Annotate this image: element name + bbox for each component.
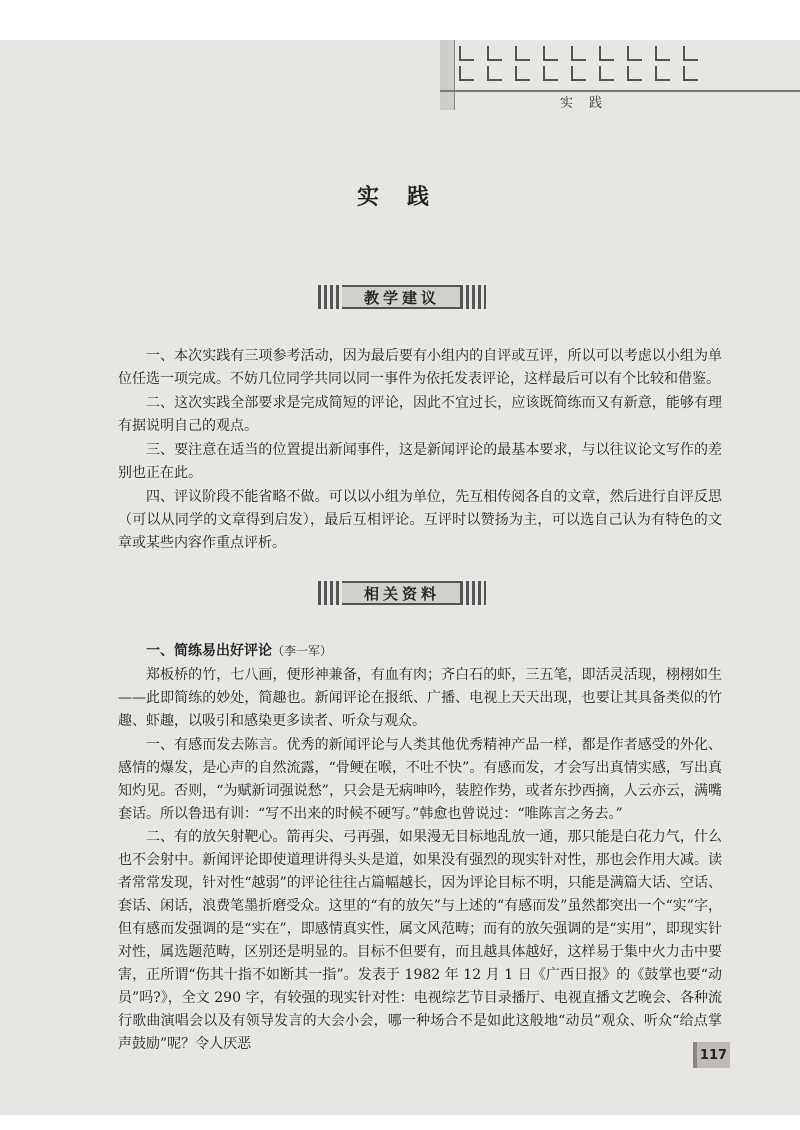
header-rule (440, 90, 800, 92)
paragraph: 一、有感而发去陈言。优秀的新闻评论与人类其他优秀精神产品一样，都是作者感受的外化、感情的爆发，是心声的自然流露，“骨鲠在喉，不吐不快”。有感而发，才会写出真情实感，写出真知灼见。否则，“为赋新词强说愁”，只会是无病呻吟，装腔作势，或者东抄西摘，人云亦云，满嘴套话。所以鲁迅有训：“写不出来的时候不硬写。”韩愈也曾说过：“唯陈言之务去。” (118, 737, 722, 822)
banner-bars-left (318, 581, 344, 605)
paragraph: 二、有的放矢射靶心。箭再尖、弓再强，如果漫无目标地乱放一通，那只能是白花力气，什么也不会射中。新闻评论即使道理讲得头头是道，如果没有强烈的现实针对性，那也会作用大减。读者常常发现，针对性“越弱”的评论往往占篇幅越长，因为评论目标不明，只能是满篇大话、空话、套话、闲话，浪费笔墨折磨受众。这里的“有的放矢”与上述的“有感而发”虽然都突出一个“实”字，但有感而发强调的是“实在”，即感情真实性，属文风范畴；而有的放矢强调的是“实用”，即现实针对性，属选题范畴，区别还是明显的。目标不但要有，而且越具体越好，这样易于集中火力击中要害，正所谓“伤其十指不如断其一指”。发表于 1982 年 12 月 1 日《广西日报》的《鼓掌也要“动员”吗?》，全文 290 字，有较强的现实针对性：电视综艺节目录播厅、电视直播文艺晚会、各种流行歌曲演唱会以及有领导发言的大会小会，哪一种场合不是如此这般地“动员”观众、听众“给点掌声鼓励”呢？令人厌恶 (118, 829, 722, 1052)
paragraph: 三、要注意在适当的位置提出新闻事件，这是新闻评论的最基本要求，与以往议论文写作的差别也正在此。 (118, 442, 722, 481)
paragraph: 二、这次实践全部要求是完成简短的评论，因此不宜过长，应该既简练而又有新意，能够有理有据说明自己的观点。 (118, 395, 722, 434)
article-author: （李一军） (272, 644, 333, 658)
banner-bars-right (460, 285, 486, 309)
document-page (0, 40, 800, 1115)
page-title: 实践 (356, 184, 457, 210)
header-decoration (440, 40, 725, 90)
article-subhead (118, 640, 722, 663)
paragraph: 郑板桥的竹，七八画，便形神兼备，有血有肉；齐白石的虾，三五笔，即活灵活现，栩栩如生——此即简练的妙处，简趣也。新闻评论在报纸、广播、电视上天天出现，也要让其具备类似的竹趣、虾趣，以吸引和感染更多读者、听众与观众。 (118, 667, 722, 729)
paragraph: 四、评议阶段不能省略不做。可以以小组为单位，先互相传阅各自的文章，然后进行自评反思（可以从同学的文章得到启发），最后互相评论。互评时以赞扬为主，可以选自己认为有特色的文章或某些内容作重点评析。 (118, 489, 722, 551)
section-heading-materials: 相关资料 (342, 581, 462, 605)
section-banner-teaching (318, 285, 486, 309)
banner-bars-right (460, 581, 486, 605)
paragraph: 一、本次实践有三项参考活动，因为最后要有小组内的自评或互评，所以可以考虑以小组为单位任选一项完成。不妨几位同学共同以同一事件为依托发表评论，这样最后可以有个比较和借鉴。 (118, 348, 722, 387)
section-banner-materials (318, 581, 486, 605)
page-number: 117 (693, 1042, 730, 1068)
running-header: 实践 (560, 96, 619, 111)
banner-bars-left (318, 285, 344, 309)
section-heading-teaching: 教学建议 (342, 285, 462, 309)
article-title: 一、简练易出好评论 (146, 643, 272, 659)
